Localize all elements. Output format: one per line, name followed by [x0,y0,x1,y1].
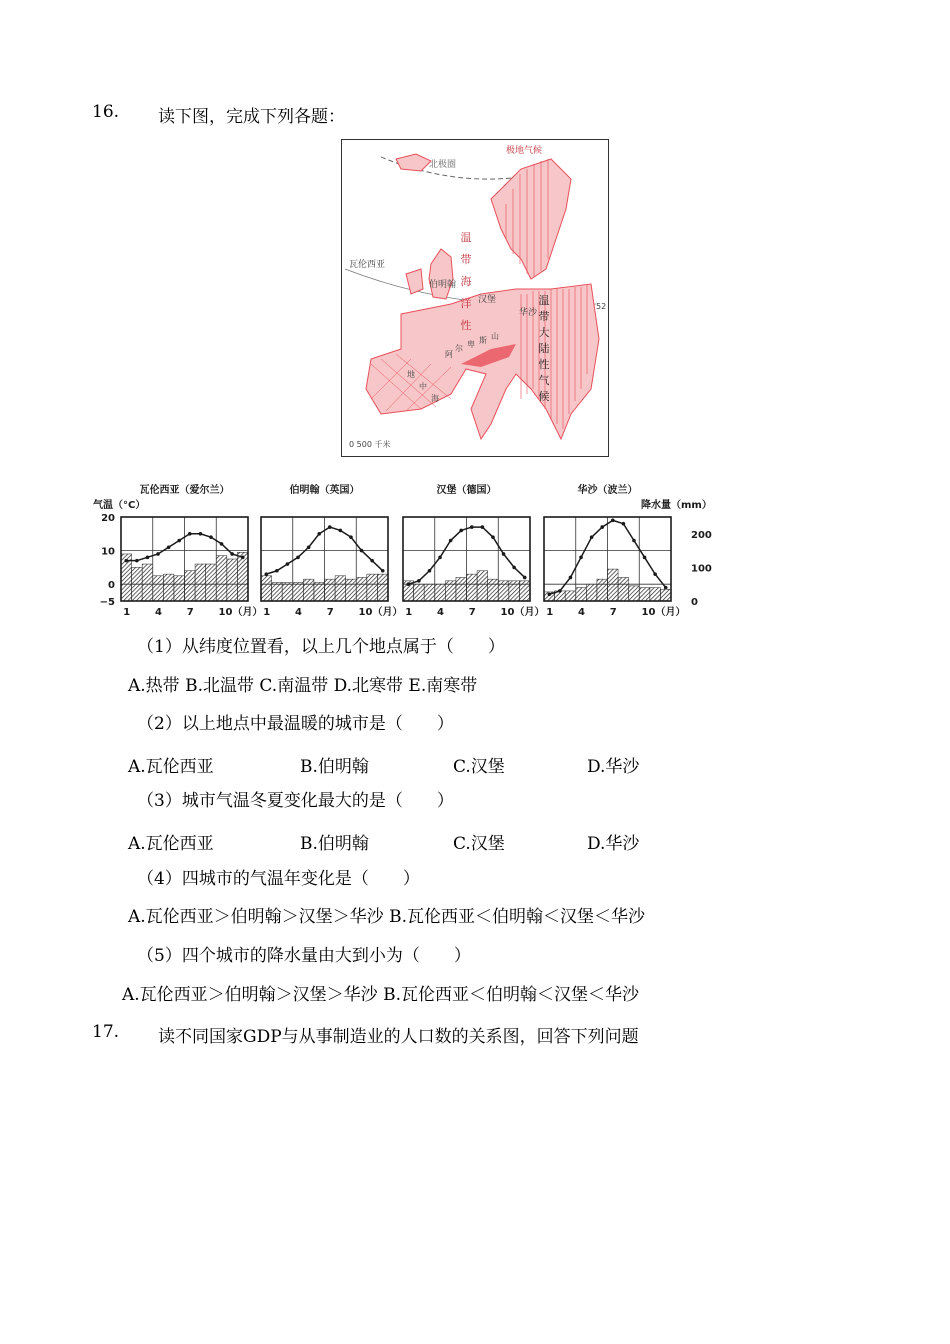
x-tick: 4 [578,607,586,618]
precip-bar [216,556,227,601]
precip-bar [435,584,446,601]
option-c: C.汉堡 [453,757,505,777]
map-label-continental: 气 [538,374,550,387]
precip-bar [597,579,608,601]
sub-question-4-options: A.瓦伦西亚＞伯明翰＞汉堡＞华沙 B.瓦伦西亚＜伯明翰＜汉堡＜华沙 [128,907,645,927]
precip-bar [356,577,367,601]
y-tick-left: 20 [101,513,115,524]
x-tick: 7 [468,607,476,618]
map-label-marine: 海 [460,275,472,288]
option-d: D.华沙 [587,834,640,854]
temperature-point [653,572,657,576]
sub-question-5-options: A.瓦伦西亚＞伯明翰＞汉堡＞华沙 B.瓦伦西亚＜伯明翰＜汉堡＜华沙 [122,985,639,1005]
precip-bar [335,576,346,601]
temperature-point [146,556,150,560]
map-label-valentia: 瓦伦西亚 [349,260,386,270]
temperature-point [188,532,192,536]
temperature-point [664,586,668,590]
precip-bar [272,583,283,601]
temperature-point [491,535,495,539]
map-label-continental: 大 [538,326,550,339]
question-prompt: 读不同国家GDP与从事制造业的人口数的关系图，回答下列问题 [158,1027,639,1047]
precip-bar [377,574,388,601]
map-label-med: 海 [431,394,439,403]
chart-title: 华沙（波兰） [577,485,638,496]
temperature-point [177,539,181,543]
precip-bar [261,576,272,601]
temperature-point [199,532,203,536]
map-label-birmingham: 伯明翰 [429,280,457,290]
temperature-point [558,589,562,593]
precip-bar [346,579,357,601]
sub-question-4: （4）四城市的气温年变化是（ ） [137,869,420,889]
map-label-continental: 候 [538,390,550,403]
map-label-continental: 性 [538,358,550,371]
y-tick-right: 0 [691,597,698,608]
temperature-point [296,556,300,560]
y-axis-title-right: 降水量（mm） [641,500,712,511]
map-label-scale: 0 500 千米 [349,440,391,449]
temperature-point [502,552,506,556]
temperature-point [339,529,343,533]
option-d: D.华沙 [587,757,640,777]
map-label-arctic: 北极圈 [429,160,457,170]
map-label-continental: 带 [538,310,550,323]
question-number: 16. [92,102,120,122]
x-tick: 4 [155,607,163,618]
y-tick-right: 100 [691,563,712,575]
temperature-point [124,559,128,563]
map-label-warsaw: 华沙 [519,308,538,318]
x-tick: 7 [609,607,617,618]
sub-question-2: （2）以上地点中最温暖的城市是（ ） [137,714,454,734]
temperature-point [241,556,245,560]
x-tick: 1 [546,607,554,618]
precip-bar [576,588,587,601]
map-label-lat52: 52 [596,302,607,311]
precip-bar [629,586,640,601]
y-axis-title-left: 气温（°C） [93,500,146,511]
precip-bar [206,564,217,601]
temperature-point [449,539,453,543]
x-tick: 10（月） [641,607,686,618]
precip-bar [618,577,629,601]
map-label-polar: 极地气候 [506,146,543,156]
temperature-point [220,542,224,546]
x-tick: 7 [326,607,334,618]
temperature-point [135,559,139,563]
x-tick: 4 [437,607,445,618]
y-tick-left: 0 [108,580,115,592]
map-label-med: 中 [419,382,427,391]
map-label-marine: 性 [460,319,472,332]
option-b: B.伯明翰 [300,757,369,777]
precip-bar [650,588,661,601]
temperature-point [428,569,432,573]
precip-bar [367,574,378,601]
precip-bar [282,583,293,601]
temperature-point [264,572,268,576]
map-label-alps: 山 [491,332,499,341]
temperature-point [481,525,485,529]
x-tick: 1 [263,607,271,618]
europe-climate-map [341,139,609,457]
climate-charts [93,478,713,624]
precip-bar [185,571,196,601]
temperature-point [523,576,527,580]
temperature-point [286,562,290,566]
temperature-point [470,525,474,529]
temperature-point [275,569,279,573]
precip-bar [477,571,488,601]
map-label-alps: 尔 [455,344,463,353]
temperature-point [590,535,594,539]
precip-bar [660,589,671,601]
temperature-point [349,535,353,539]
temperature-point [547,592,551,596]
map-label-marine: 洋 [460,297,472,310]
temperature-point [370,559,374,563]
precip-bar [565,591,576,601]
temperature-point [512,566,516,570]
x-tick: 7 [186,607,194,618]
temperature-point [417,579,421,583]
map-label-continental: 温 [538,294,550,307]
precip-bar [174,576,185,601]
sub-question-5: （5）四个城市的降水量由大到小为（ ） [137,946,471,966]
precip-bar [153,576,164,601]
question-prompt: 读下图，完成下列各题： [158,107,345,127]
precip-bar [142,564,153,601]
temperature-point [600,525,604,529]
precip-bar [608,569,619,601]
temperature-point [632,539,636,543]
map-label-marine: 温 [460,231,472,244]
map-label-alps: 斯 [479,336,487,345]
temperature-point [328,525,332,529]
temperature-point [611,519,615,523]
question-number: 17. [92,1022,120,1042]
temperature-point [459,529,463,533]
map-label-marine: 带 [460,253,472,266]
chart-title: 汉堡（德国） [436,485,497,496]
x-tick: 1 [405,607,413,618]
precip-bar [303,579,314,601]
x-tick: 10（月） [500,607,545,618]
precip-bar [237,552,248,601]
x-tick: 10（月） [218,607,263,618]
precip-bar [227,559,238,601]
temperature-point [381,569,385,573]
precip-bar [586,584,597,601]
temperature-point [307,545,311,549]
map-label-continental: 陆 [538,342,550,355]
option-a: A.瓦伦西亚 [128,834,214,854]
temperature-point [167,545,171,549]
temperature-point [622,522,626,526]
chart-title: 瓦伦西亚（爱尔兰） [139,485,230,496]
precip-bar [639,588,650,601]
precip-bar [467,574,478,601]
precip-bar [414,584,425,601]
precip-bar [456,577,467,601]
sub-question-1-options: A.热带 B.北温带 C.南温带 D.北寒带 E.南寒带 [128,676,478,696]
map-label-alps: 卑 [467,340,475,349]
temperature-point [317,532,321,536]
x-tick: 4 [295,607,303,618]
precip-bar [163,574,174,601]
map-label-hamburg: 汉堡 [478,295,497,305]
y-tick-left: 10 [101,546,115,558]
precip-bar [195,564,206,601]
precip-bar [325,579,336,601]
map-label-med: 地 [407,370,415,379]
temperature-point [569,576,573,580]
x-tick: 10（月） [358,607,403,618]
chart-title: 伯明翰（英国） [289,485,360,496]
sub-question-3: （3）城市气温冬夏变化最大的是（ ） [137,791,454,811]
option-a: A.瓦伦西亚 [128,757,214,777]
y-tick-left: −5 [99,597,115,608]
temperature-point [643,556,647,560]
precip-bar [293,583,304,601]
temperature-point [406,582,410,586]
temperature-point [230,552,234,556]
option-c: C.汉堡 [453,834,505,854]
map-label-alps: 阿 [445,350,453,359]
temperature-point [209,535,213,539]
temperature-point [360,549,364,553]
y-tick-right: 200 [691,529,712,541]
temperature-point [438,556,442,560]
precip-bar [488,579,499,601]
x-tick: 1 [123,607,131,618]
precip-bar [314,583,325,601]
precip-bar [424,584,435,601]
temperature-point [156,552,160,556]
temperature-point [579,556,583,560]
option-b: B.伯明翰 [300,834,369,854]
sub-question-1: （1）从纬度位置看，以上几个地点属于（ ） [137,637,505,657]
